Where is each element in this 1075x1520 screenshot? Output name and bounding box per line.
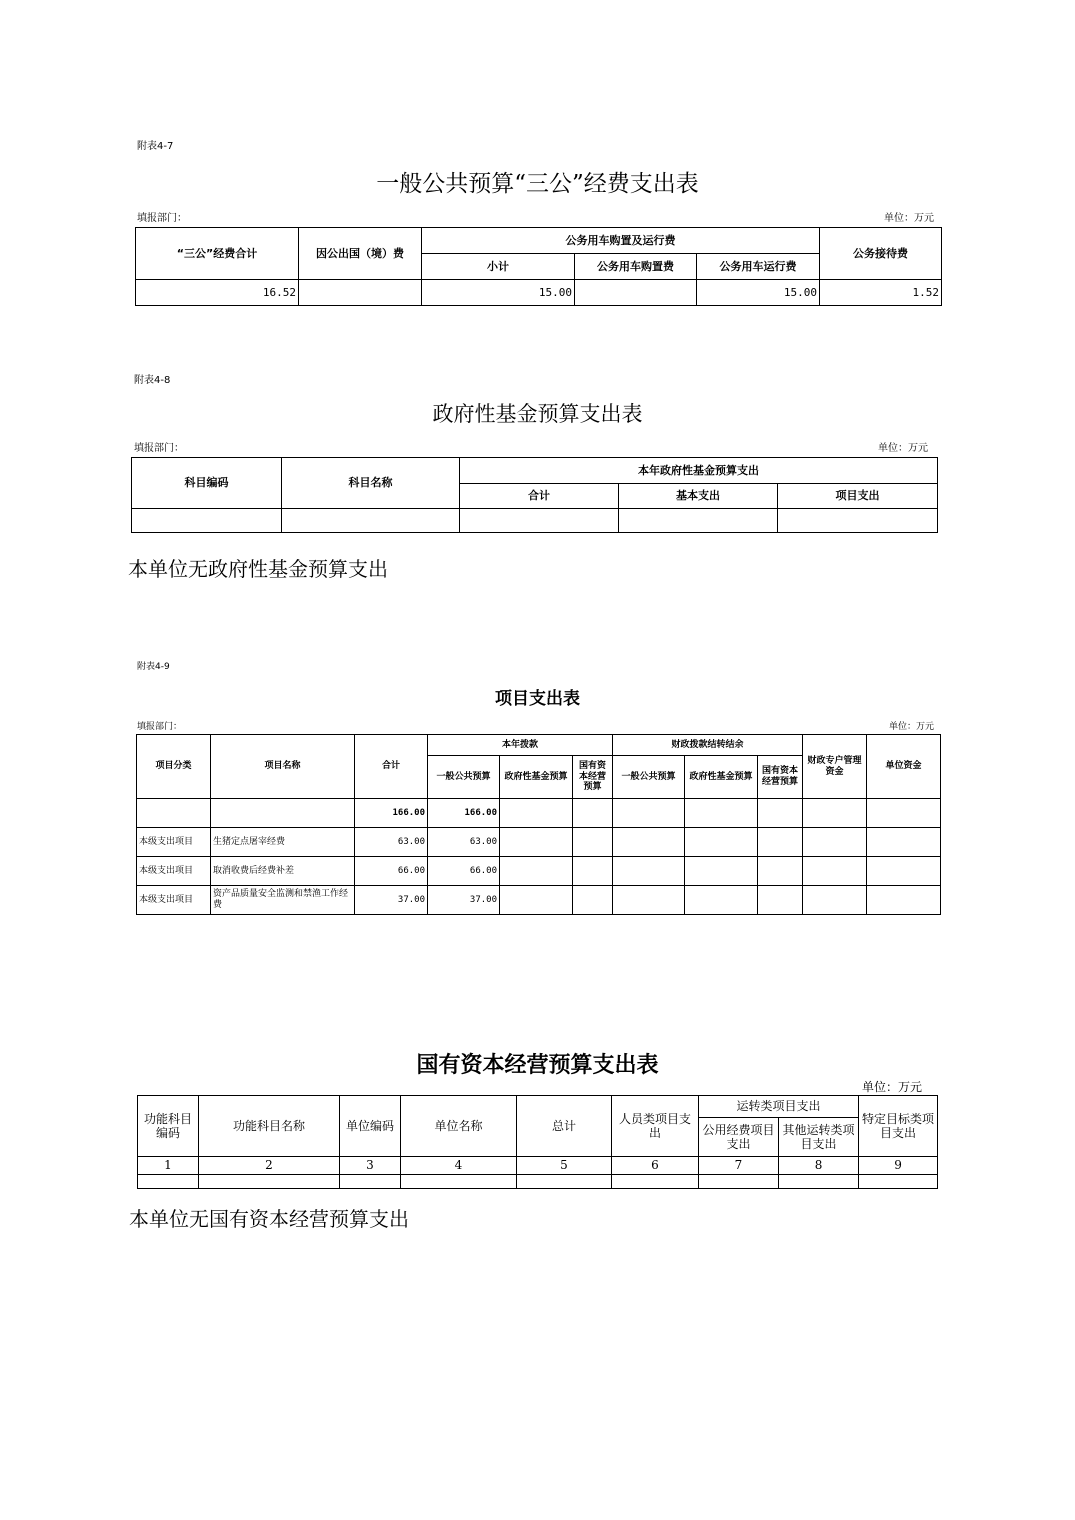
empty-cell xyxy=(199,1175,340,1189)
header-carryover: 财政拨款结转结余 xyxy=(613,735,803,756)
header-car-running: 公务用车运行费 xyxy=(697,254,820,280)
header-staff: 人员类项目支出 xyxy=(612,1096,699,1157)
empty-cell xyxy=(613,828,685,857)
empty-cell xyxy=(803,857,867,886)
header-transfer-group: 运转类项目支出 xyxy=(699,1096,859,1118)
row-project-name: 生猪定点屠宰经费 xyxy=(211,828,355,857)
table2-title: 政府性基金预算支出表 xyxy=(432,402,643,426)
cell-total: 16.52 xyxy=(136,280,299,306)
empty-cell xyxy=(138,1175,199,1189)
table3-dept-label: 填报部门： xyxy=(137,722,183,732)
column-number: 9 xyxy=(859,1157,938,1175)
header-project-name: 项目名称 xyxy=(211,735,355,799)
empty-cell xyxy=(779,1175,859,1189)
header-general-carry: 一般公共预算 xyxy=(613,756,685,799)
empty-cell xyxy=(612,1175,699,1189)
empty-cell xyxy=(778,509,938,533)
three-public-expense-table xyxy=(135,227,942,306)
empty-cell xyxy=(758,857,803,886)
table1-unit-label: 单位：万元 xyxy=(884,213,934,224)
column-number: 6 xyxy=(612,1157,699,1175)
column-number: 4 xyxy=(401,1157,517,1175)
empty-cell xyxy=(867,799,941,828)
header-fund-group: 本年政府性基金预算支出 xyxy=(460,458,938,484)
cell-car-running: 15.00 xyxy=(697,280,820,306)
header-subject-name: 科目名称 xyxy=(282,458,460,509)
project-expense-table xyxy=(136,734,941,915)
empty-cell xyxy=(282,509,460,533)
table4-note: 本单位无国有资本经营预算支出 xyxy=(129,1207,409,1231)
header-function-code: 功能科目编码 xyxy=(138,1096,199,1157)
header-soe: 国有资本经营预算 xyxy=(573,756,613,799)
empty-cell xyxy=(867,828,941,857)
table-row xyxy=(137,857,941,886)
empty-cell xyxy=(619,509,778,533)
table2-tag: 附表4-8 xyxy=(134,375,171,386)
table3-title: 项目支出表 xyxy=(495,689,580,709)
empty-cell xyxy=(500,857,573,886)
row-general: 37.00 xyxy=(428,886,500,915)
row-category: 本级支出项目 xyxy=(137,857,211,886)
row-general: 66.00 xyxy=(428,857,500,886)
header-target: 特定目标类项目支出 xyxy=(859,1096,938,1157)
column-number: 2 xyxy=(199,1157,340,1175)
empty-cell xyxy=(685,857,758,886)
empty-cell xyxy=(500,886,573,915)
empty-cell xyxy=(517,1175,612,1189)
header-unit-code: 单位编码 xyxy=(340,1096,401,1157)
row-total: 66.00 xyxy=(355,857,428,886)
column-number: 7 xyxy=(699,1157,779,1175)
header-total: 合计 xyxy=(355,735,428,799)
row-general: 63.00 xyxy=(428,828,500,857)
header-subtotal: 小计 xyxy=(422,254,575,280)
cell-car-purchase xyxy=(575,280,697,306)
empty-cell xyxy=(867,857,941,886)
empty-cell xyxy=(460,509,619,533)
header-current-year: 本年拨款 xyxy=(428,735,613,756)
table2-dept-label: 填报部门： xyxy=(134,443,184,454)
header-unit-name: 单位名称 xyxy=(401,1096,517,1157)
cell-abroad xyxy=(299,280,422,306)
cell-reception: 1.52 xyxy=(820,280,942,306)
empty-cell xyxy=(867,886,941,915)
header-sum: 合计 xyxy=(460,484,619,509)
empty-cell xyxy=(803,886,867,915)
soe-capital-expense-table xyxy=(137,1095,938,1189)
table2-note: 本单位无政府性基金预算支出 xyxy=(128,557,388,581)
empty-cell xyxy=(613,799,685,828)
empty-cell xyxy=(613,857,685,886)
empty-cell xyxy=(859,1175,938,1189)
empty-cell xyxy=(573,799,613,828)
column-number: 8 xyxy=(779,1157,859,1175)
table-row xyxy=(137,886,941,915)
header-soe-carry: 国有资本经营预算 xyxy=(758,756,803,799)
row-total: 63.00 xyxy=(355,828,428,857)
column-number: 1 xyxy=(138,1157,199,1175)
header-abroad: 因公出国（境）费 xyxy=(299,228,422,280)
empty-cell xyxy=(401,1175,517,1189)
table3-tag: 附表4-9 xyxy=(137,662,170,672)
header-fund: 政府性基金预算 xyxy=(500,756,573,799)
empty-cell xyxy=(803,799,867,828)
row-category: 本级支出项目 xyxy=(137,828,211,857)
header-project: 项目支出 xyxy=(778,484,938,509)
cell-subtotal: 15.00 xyxy=(422,280,575,306)
empty-cell xyxy=(758,828,803,857)
header-reception: 公务接待费 xyxy=(820,228,942,280)
empty-cell xyxy=(758,886,803,915)
empty-cell xyxy=(685,828,758,857)
gov-fund-expense-table xyxy=(131,457,938,533)
empty-cell xyxy=(573,828,613,857)
row-project-name: 资产品质量安全监测和禁渔工作经费 xyxy=(211,886,355,915)
header-car-group: 公务用车购置及运行费 xyxy=(422,228,820,254)
table3-unit-label: 单位：万元 xyxy=(889,722,935,732)
row-category: 本级支出项目 xyxy=(137,886,211,915)
empty-cell xyxy=(211,799,355,828)
column-number: 3 xyxy=(340,1157,401,1175)
header-car-purchase: 公务用车购置费 xyxy=(575,254,697,280)
table1-title: 一般公共预算“三公”经费支出表 xyxy=(376,171,699,197)
header-other-transfer: 其他运转类项目支出 xyxy=(779,1118,859,1157)
table4-title: 国有资本经营预算支出表 xyxy=(416,1052,659,1078)
header-category: 项目分类 xyxy=(137,735,211,799)
table4-unit-label: 单位：万元 xyxy=(862,1080,923,1094)
header-public-funds: 公用经费项目支出 xyxy=(699,1118,779,1157)
header-function-name: 功能科目名称 xyxy=(199,1096,340,1157)
header-basic: 基本支出 xyxy=(619,484,778,509)
table1-tag: 附表4-7 xyxy=(137,141,174,152)
total-row-total: 166.00 xyxy=(355,799,428,828)
header-own-funds: 单位资金 xyxy=(867,735,941,799)
table-row xyxy=(137,828,941,857)
empty-cell xyxy=(340,1175,401,1189)
empty-cell xyxy=(803,828,867,857)
empty-cell xyxy=(500,828,573,857)
column-number: 5 xyxy=(517,1157,612,1175)
table2-unit-label: 单位：万元 xyxy=(878,443,928,454)
empty-cell xyxy=(500,799,573,828)
header-grand-total: 总计 xyxy=(517,1096,612,1157)
empty-cell xyxy=(137,799,211,828)
row-total: 37.00 xyxy=(355,886,428,915)
total-row-general: 166.00 xyxy=(428,799,500,828)
header-subject-code: 科目编码 xyxy=(132,458,282,509)
empty-cell xyxy=(758,799,803,828)
header-fund-carry: 政府性基金预算 xyxy=(685,756,758,799)
empty-cell xyxy=(132,509,282,533)
row-project-name: 取消收费后经费补差 xyxy=(211,857,355,886)
header-total: “三公”经费合计 xyxy=(136,228,299,280)
empty-cell xyxy=(685,886,758,915)
empty-cell xyxy=(699,1175,779,1189)
table1-dept-label: 填报部门： xyxy=(137,213,187,224)
header-special-account: 财政专户管理资金 xyxy=(803,735,867,799)
header-general: 一般公共预算 xyxy=(428,756,500,799)
empty-cell xyxy=(573,857,613,886)
empty-cell xyxy=(685,799,758,828)
empty-cell xyxy=(613,886,685,915)
empty-cell xyxy=(573,886,613,915)
